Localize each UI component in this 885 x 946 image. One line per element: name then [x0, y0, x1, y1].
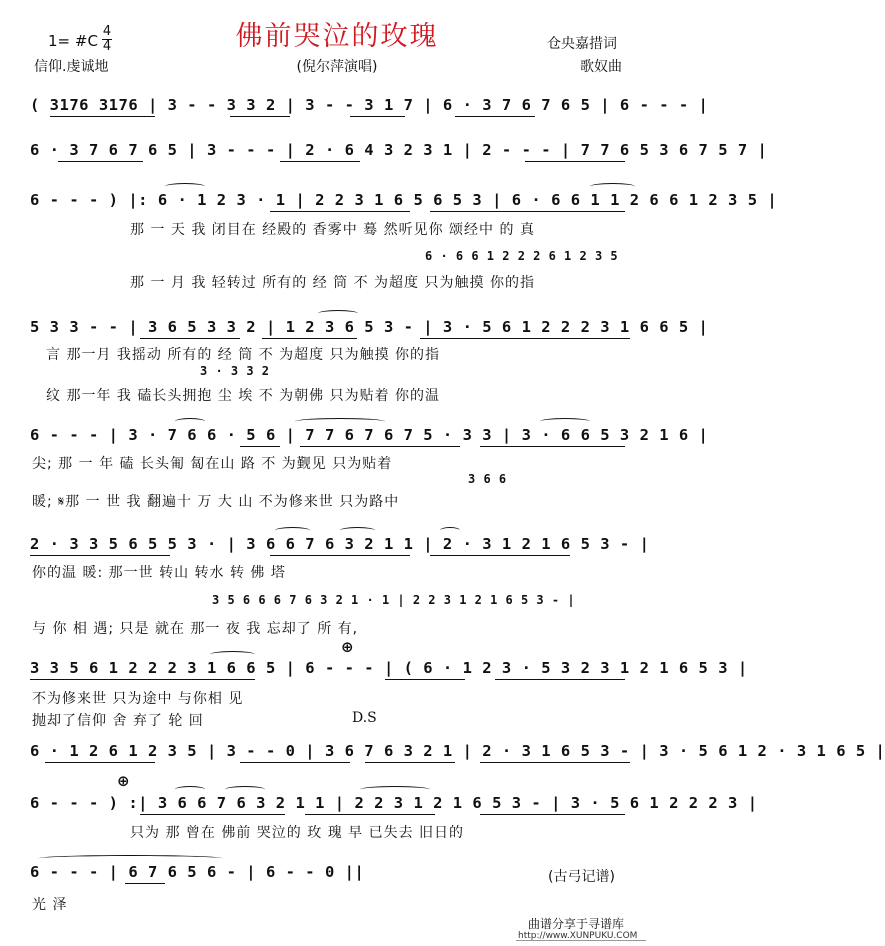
- beam: [455, 116, 535, 117]
- lyric-verse-1: 言 那一月 我摇动 所有的 经 筒 不 为超度 只为触摸 你的指: [46, 347, 441, 363]
- lyric-verse-1: 不为修来世 只为途中 与你相 见: [32, 691, 244, 707]
- slur: [165, 183, 205, 190]
- score-row-3: 6 - - - ) |: 6 · 1 2 3 · 1 | 2 2 3 1 6 5 6 5 3 | 6 · 6 6 1 1 2 6 6 1 2 3 5 |: [30, 191, 778, 209]
- beam: [58, 161, 143, 162]
- score-row-2: 6 · 3 7 6 7 6 5 | 3 - - - | 2 · 6 4 3 2 3 1 | 2 - - - | 7 7 6 5 3 6 7 5 7 |: [30, 141, 768, 159]
- lyric-verse-2: 纹 那一年 我 磕长头拥抱 尘 埃 不 为朝佛 只为贴着 你的温: [46, 388, 441, 404]
- score-row-9: 6 - - - ) :| 3 6 6 7 6 3 2 1 1 | 2 2 3 1 2 1 6 5 3 - | 3 · 5 6 1 2 2 2 3 |: [30, 794, 758, 812]
- beam: [240, 762, 350, 763]
- time-signature-bottom: 4: [102, 39, 112, 54]
- slur: [295, 418, 385, 425]
- beam: [525, 161, 625, 162]
- beam: [480, 814, 625, 815]
- beam: [30, 555, 170, 556]
- beam: [430, 555, 570, 556]
- site-url[interactable]: http://www.XUNPUKU.COM: [518, 931, 638, 941]
- alt-notes-row-3: 6 · 6 6 1 2 2 2 6 1 2 3 5: [425, 249, 619, 263]
- score-row-4: 5 3 3 - - | 3 6 5 3 3 2 | 1 2 3 6 5 3 - | 3 · 5 6 1 2 2 2 3 1 6 6 5 |: [30, 318, 709, 336]
- beam: [480, 446, 625, 447]
- time-signature: [102, 26, 112, 53]
- lyricist: 仓央嘉措词: [547, 36, 617, 52]
- score-row-6: 2 · 3 3 5 6 5 5 3 · | 3 6 6 7 6 3 2 1 1 | 2 · 3 1 2 1 6 5 3 - |: [30, 535, 650, 553]
- lyric-verse-1: 那 一 天 我 闭目在 经殿的 香雾中 蓦 然听见你 颂经中 的 真: [130, 222, 535, 238]
- beam: [270, 211, 410, 212]
- lyric-verse-1: 你的温 暖: 那一世 转山 转水 转 佛 塔: [32, 565, 286, 581]
- beam: [230, 116, 290, 117]
- beam: [125, 883, 165, 884]
- beam: [300, 446, 460, 447]
- beam: [50, 116, 155, 117]
- lyric-verse-1: 光 泽: [32, 897, 68, 913]
- beam: [30, 679, 255, 680]
- expression-mark: 信仰.虔诚地: [34, 59, 109, 75]
- coda-icon: ⊕: [341, 638, 354, 656]
- score-row-1: ( 3176 3176 | 3 - - 3 3 2 | 3 - - 3 1 7 | 6 · 3 7 6 7 6 5 | 6 - - - |: [30, 96, 709, 114]
- lyric-verse-1: 尖; 那 一 年 磕 长头匍 匐在山 路 不 为觐见 只为贴着: [32, 456, 393, 472]
- composer: 歌奴曲: [580, 59, 622, 75]
- beam: [280, 161, 360, 162]
- lyric-verse-2: 抛却了信仰 舍 弃了 轮 回: [32, 713, 204, 729]
- beam: [45, 762, 155, 763]
- song-title: 佛前哭泣的玫瑰: [235, 21, 439, 52]
- beam: [305, 814, 435, 815]
- lyric-verse-2: 暖; 𝄋那 一 世 我 翻遍十 万 大 山 不为修来世 只为路中: [32, 494, 400, 510]
- lyric-verse-2: 那 一 月 我 轻转过 所有的 经 筒 不 为超度 只为触摸 你的指: [130, 275, 535, 291]
- slur: [210, 651, 255, 658]
- beam: [480, 762, 630, 763]
- performer: (倪尔萍演唱): [296, 59, 378, 75]
- coda-icon: ⊕: [117, 772, 130, 790]
- slur: [590, 183, 635, 190]
- slur: [440, 527, 460, 534]
- dal-segno-mark: D.S: [352, 710, 377, 726]
- lyric-verse-2: 与 你 相 遇; 只是 就在 那一 夜 我 忘却了 所 有,: [32, 621, 359, 637]
- beam: [365, 762, 455, 763]
- slur: [360, 786, 430, 793]
- slur: [540, 418, 590, 425]
- slur: [175, 786, 205, 793]
- beam: [350, 116, 405, 117]
- score-row-8: 6 · 1 2 6 1 2 3 5 | 3 - - 0 | 3 6 7 6 3 2 1 | 2 · 3 1 6 5 3 - | 3 · 5 6 1 2 · 3 1 6 5 |: [30, 742, 885, 760]
- score-row-5: 6 - - - | 3 · 7 6 6 · 5 6 | 7 7 6 7 6 7 5 · 3 3 | 3 · 6 6 5 3 2 1 6 |: [30, 426, 709, 444]
- lyric-verse-1: 只为 那 曾在 佛前 哭泣的 玫 瑰 早 已失去 旧日的: [130, 825, 465, 841]
- slur: [38, 855, 223, 862]
- beam: [240, 446, 280, 447]
- beam: [262, 338, 357, 339]
- alt-notes-row-4: 3 · 3 3 2: [200, 364, 270, 378]
- beam: [270, 555, 410, 556]
- slur: [225, 786, 265, 793]
- beam: [140, 814, 285, 815]
- beam: [495, 679, 625, 680]
- slur: [175, 418, 205, 425]
- time-signature-top: 4: [102, 24, 112, 39]
- score-row-10: 6 - - - | 6 7 6 5 6 - | 6 - - 0 ||: [30, 863, 365, 881]
- slur: [340, 527, 375, 534]
- share-credit: 曲谱分享于寻谱库: [528, 917, 625, 931]
- slur: [318, 310, 358, 317]
- key-signature: 1= #C: [48, 32, 98, 50]
- score-row-7: 3 3 5 6 1 2 2 2 3 1 6 6 5 | 6 - - - | ( 6 · 1 2 3 · 5 3 2 3 1 2 1 6 5 3 |: [30, 659, 748, 677]
- beam: [140, 338, 240, 339]
- alt-notes-row-6: 3 5 6 6 6 7 6 3 2 1 · 1 | 2 2 3 1 2 1 6 5 3 - |: [212, 593, 576, 607]
- alt-notes-row-5: 3 6 6: [468, 472, 507, 486]
- beam: [420, 338, 630, 339]
- slur: [275, 527, 310, 534]
- transcriber-note: (古弓记谱): [548, 869, 615, 885]
- beam: [430, 211, 625, 212]
- beam: [385, 679, 465, 680]
